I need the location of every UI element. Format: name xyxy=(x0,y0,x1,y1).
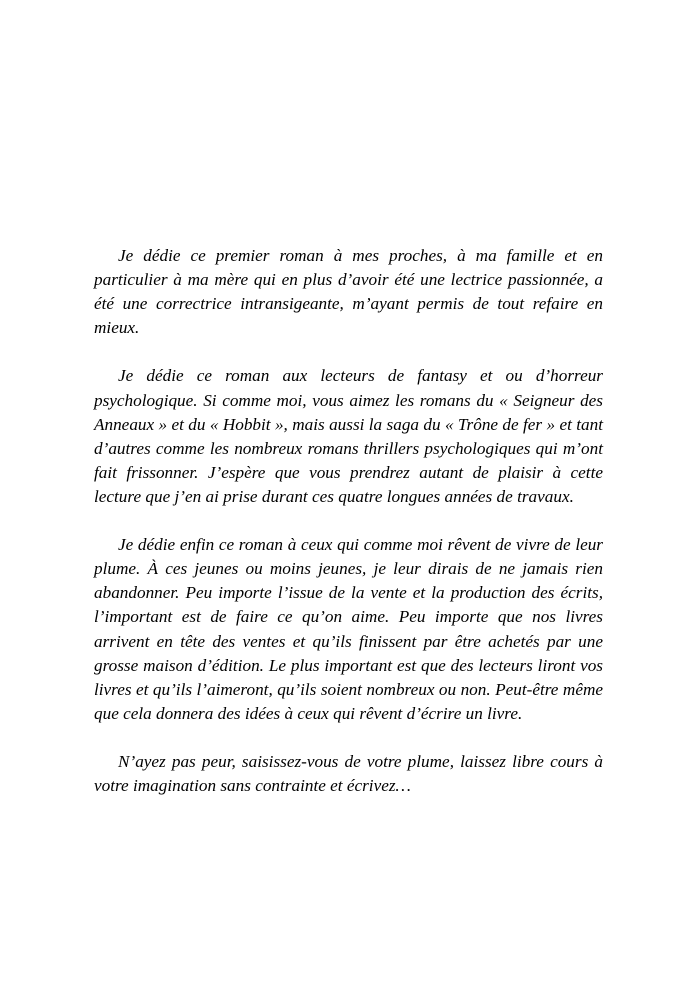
dedication-paragraph-writers: Je dédie enfin ce roman à ceux qui comme moi rêvent de vivre de leur plume. À ces jeunes ou moins jeunes, je leur dirais de ne jamais rien abandonner. Peu importe l’issue de la vente et la production des écrits, l’important est de faire ce qu’on aime. Peu importe que nos livres arrivent en tête des ventes et qu’ils finissent par être achetés par une grosse maison d’édition. Le plus important est que des lecteurs liront vos livres et qu’ils l’aimeront, qu’ils soient nombreux ou non. Peut-être même que cela donnera des idées à ceux qui rêvent d’écrire un livre. xyxy=(94,535,603,723)
dedication-paragraph-family: Je dédie ce premier roman à mes proches, à ma famille et en particulier à ma mère qui en plus d’avoir été une lectrice passionnée, a été une correctrice intransigeante, m’ayant permis de tout refaire en mieux. xyxy=(94,246,603,338)
dedication-text xyxy=(94,244,603,798)
dedication-paragraph-closing: N’ayez pas peur, saisissez-vous de votre plume, laissez libre cours à votre imagination sans contrainte et écrivez… xyxy=(94,751,603,796)
dedication-paragraph-readers: Je dédie ce roman aux lecteurs de fantasy et ou d’horreur psychologique. Si comme moi, vous aimez les romans du « Seigneur des Anneaux » et du « Hobbit », mais aussi la saga du « Trône de fer » et tant d’autres comme les nombreux romans thrillers psychologiques qui m’ont fait frissonner. J’espère que vous prendrez autant de plaisir à cette lecture que j’en ai prise durant ces quatre longues années de travaux. xyxy=(94,366,603,506)
